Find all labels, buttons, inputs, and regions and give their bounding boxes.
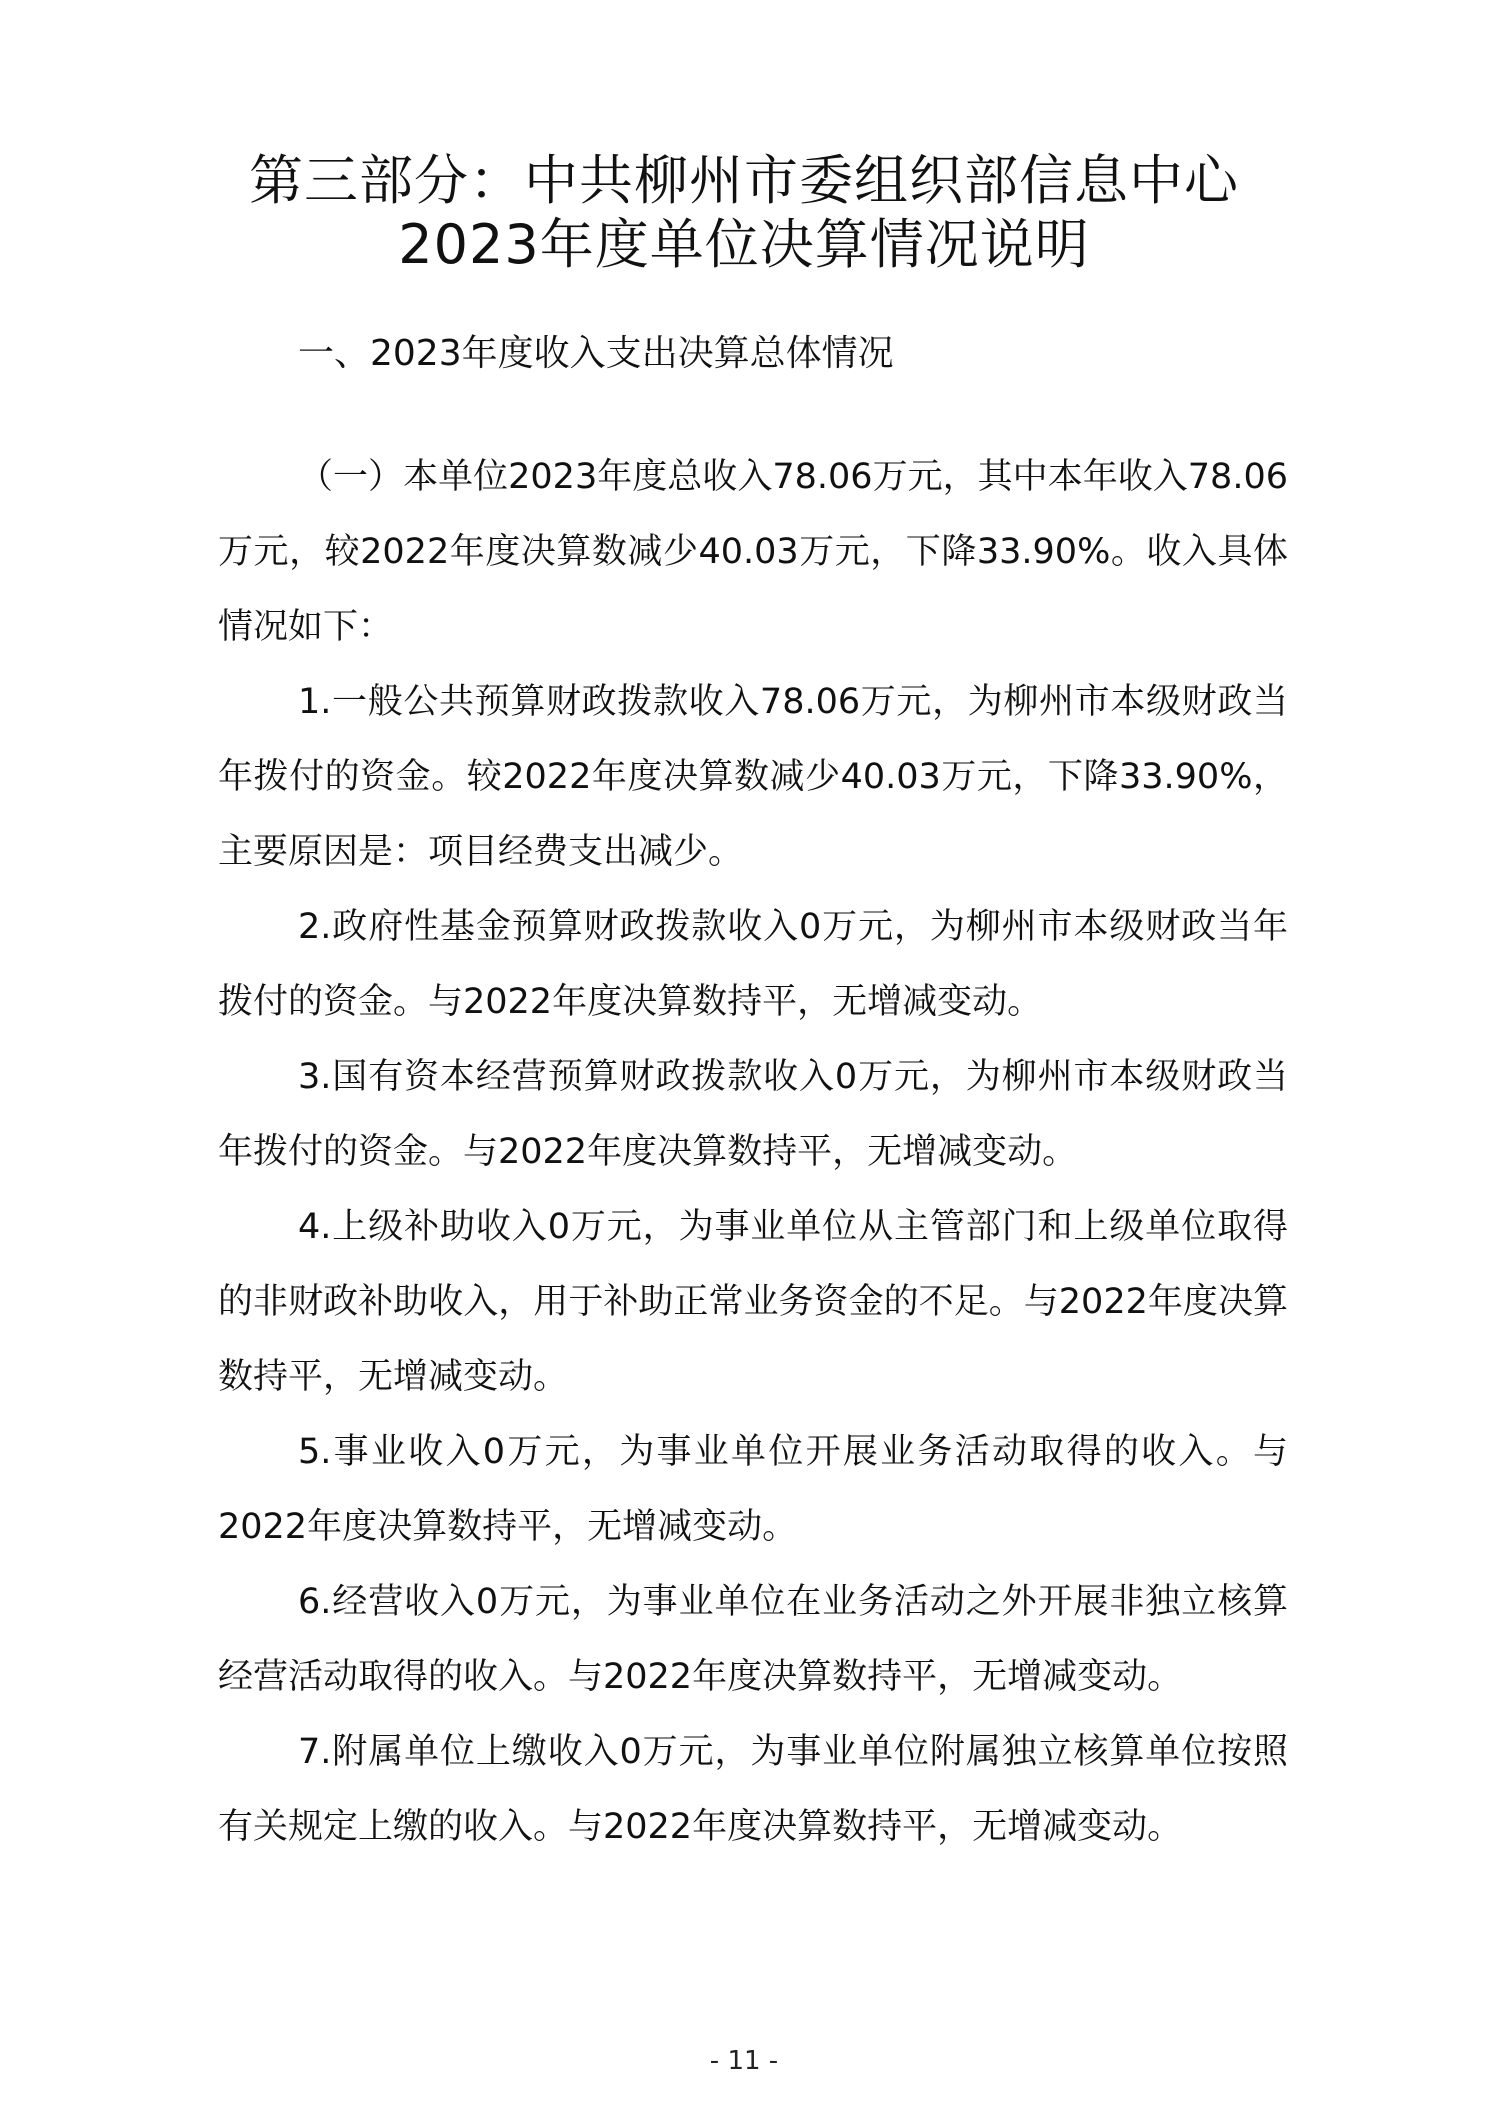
page-number: - 11 - bbox=[709, 2046, 779, 2076]
section-heading: 一、2023年度收入支出决算总体情况 bbox=[298, 333, 894, 374]
paragraph-general-budget-income: 1.一般公共预算财政拨款收入78.06万元，为柳州市本级财政当年拨付的资金。较2022年度决算数减少40.03万元，下降33.90%，主要原因是：项目经费支出减少。 bbox=[218, 682, 1288, 872]
paragraph-state-capital-income: 3.国有资本经营预算财政拨款收入0万元，为柳州市本级财政当年拨付的资金。与2022年度决算数持平，无增减变动。 bbox=[218, 1057, 1288, 1172]
paragraph-affiliated-unit-income: 7.附属单位上缴收入0万元，为事业单位附属独立核算单位按照有关规定上缴的收入。与2022年度决算数持平，无增减变动。 bbox=[218, 1732, 1288, 1847]
paragraph-government-fund-income: 2.政府性基金预算财政拨款收入0万元，为柳州市本级财政当年拨付的资金。与2022年度决算数持平，无增减变动。 bbox=[218, 907, 1288, 1022]
paragraph-operating-income: 6.经营收入0万元，为事业单位在业务活动之外开展非独立核算经营活动取得的收入。与2022年度决算数持平，无增减变动。 bbox=[218, 1582, 1288, 1697]
paragraph-business-income: 5.事业收入0万元，为事业单位开展业务活动取得的收入。与2022年度决算数持平，无增减变动。 bbox=[218, 1432, 1288, 1547]
document-body bbox=[218, 440, 1288, 1865]
paragraph-superior-subsidy-income: 4.上级补助收入0万元，为事业单位从主管部门和上级单位取得的非财政补助收入，用于补助正常业务资金的不足。与2022年度决算数持平，无增减变动。 bbox=[218, 1207, 1288, 1397]
document-title-line-2: 2023年度单位决算情况说明 bbox=[398, 213, 1090, 276]
document-title-line-1: 第三部分：中共柳州市委组织部信息中心 bbox=[249, 149, 1239, 212]
paragraph-income-summary: （一）本单位2023年度总收入78.06万元，其中本年收入78.06万元，较2022年度决算数减少40.03万元，下降33.90%。收入具体情况如下： bbox=[218, 457, 1288, 647]
